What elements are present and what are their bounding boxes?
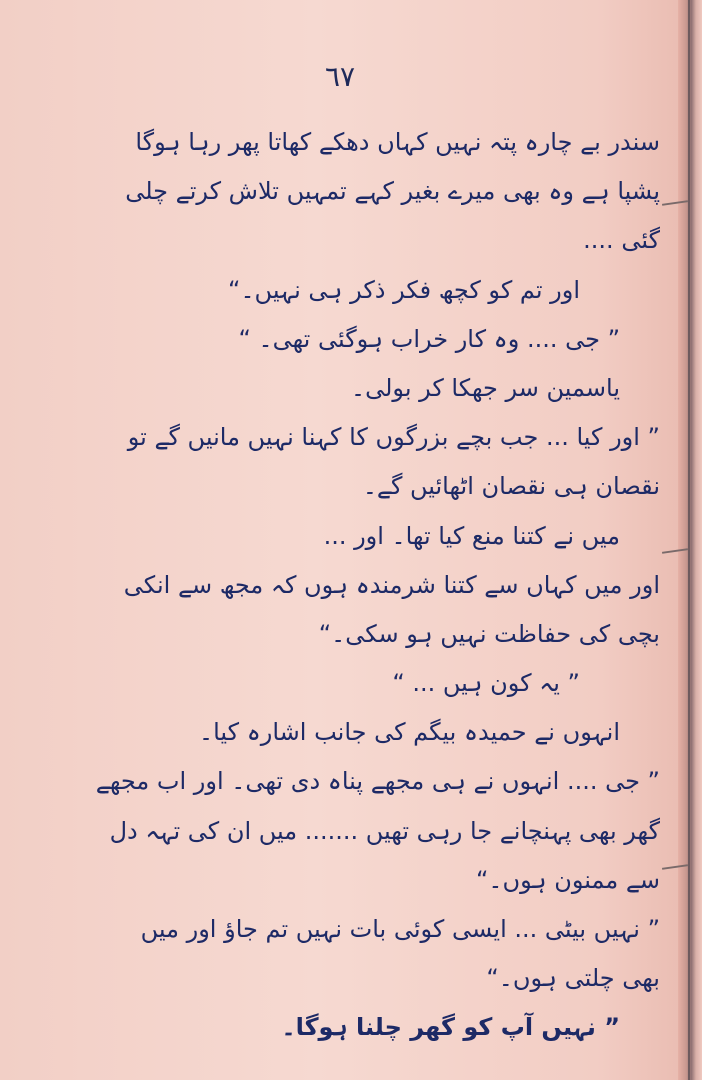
- text-line: بچی کی حفاظت نہیں ہو سکی۔“: [318, 619, 660, 648]
- page-text: [60, 118, 660, 1053]
- binding-stitch: [662, 198, 688, 208]
- text-line: گئی ....: [583, 226, 660, 255]
- book-spine: [678, 0, 702, 1080]
- text-line: ” یہ کون ہیں ... “: [392, 669, 580, 698]
- text-line: اور میں کہاں سے کتنا شرمندہ ہوں کہ مجھ سے انکی: [123, 570, 660, 599]
- spine-edge-line: [688, 0, 690, 1080]
- text-line: انہوں نے حمیدہ بیگم کی جانب اشارہ کیا۔: [199, 718, 620, 747]
- text-line: میں نے کتنا منع کیا تھا۔ اور ...: [323, 521, 620, 550]
- text-line: اور تم کو کچھ فکر ذکر ہی نہیں۔“: [228, 275, 580, 304]
- page-number: ٦٧: [324, 60, 356, 93]
- text-line: سندر بے چارہ پتہ نہیں کہاں دھکے کھاتا پھر رہا ہوگا: [135, 128, 660, 156]
- binding-stitch: [662, 546, 688, 556]
- text-line: نقصان ہی نقصان اٹھائیں گے۔: [362, 472, 660, 501]
- text-line: ” اور کیا ... جب بچے بزرگوں کا کہنا نہیں مانیں گے تو: [127, 423, 660, 452]
- text-line: ” نہیں بیٹی ... ایسی کوئی بات نہیں تم جاؤ اور میں: [140, 915, 660, 943]
- text-line: سے ممنون ہوں۔“: [475, 865, 660, 894]
- text-line: ” جی .... وہ کار خراب ہوگئی تھی۔ “: [238, 324, 620, 353]
- text-line: ” جی .... انہوں نے ہی مجھے پناہ دی تھی۔ اور اب مجھے: [95, 767, 660, 796]
- text-line: پشپا ہے وہ بھی میرے بغیر کہے تمہیں تلاش کرتے چلی: [125, 177, 660, 206]
- text-line: یاسمین سر جھکا کر بولی۔: [351, 373, 620, 402]
- text-line: گھر بھی پہنچانے جا رہی تھیں ....... میں ان کی تہہ دل: [109, 816, 660, 845]
- text-line: ” نہیں آپ کو گھر چلنا ہوگا۔: [281, 1013, 620, 1042]
- binding-stitch: [662, 862, 688, 872]
- text-line: بھی چلتی ہوں۔“: [486, 964, 660, 993]
